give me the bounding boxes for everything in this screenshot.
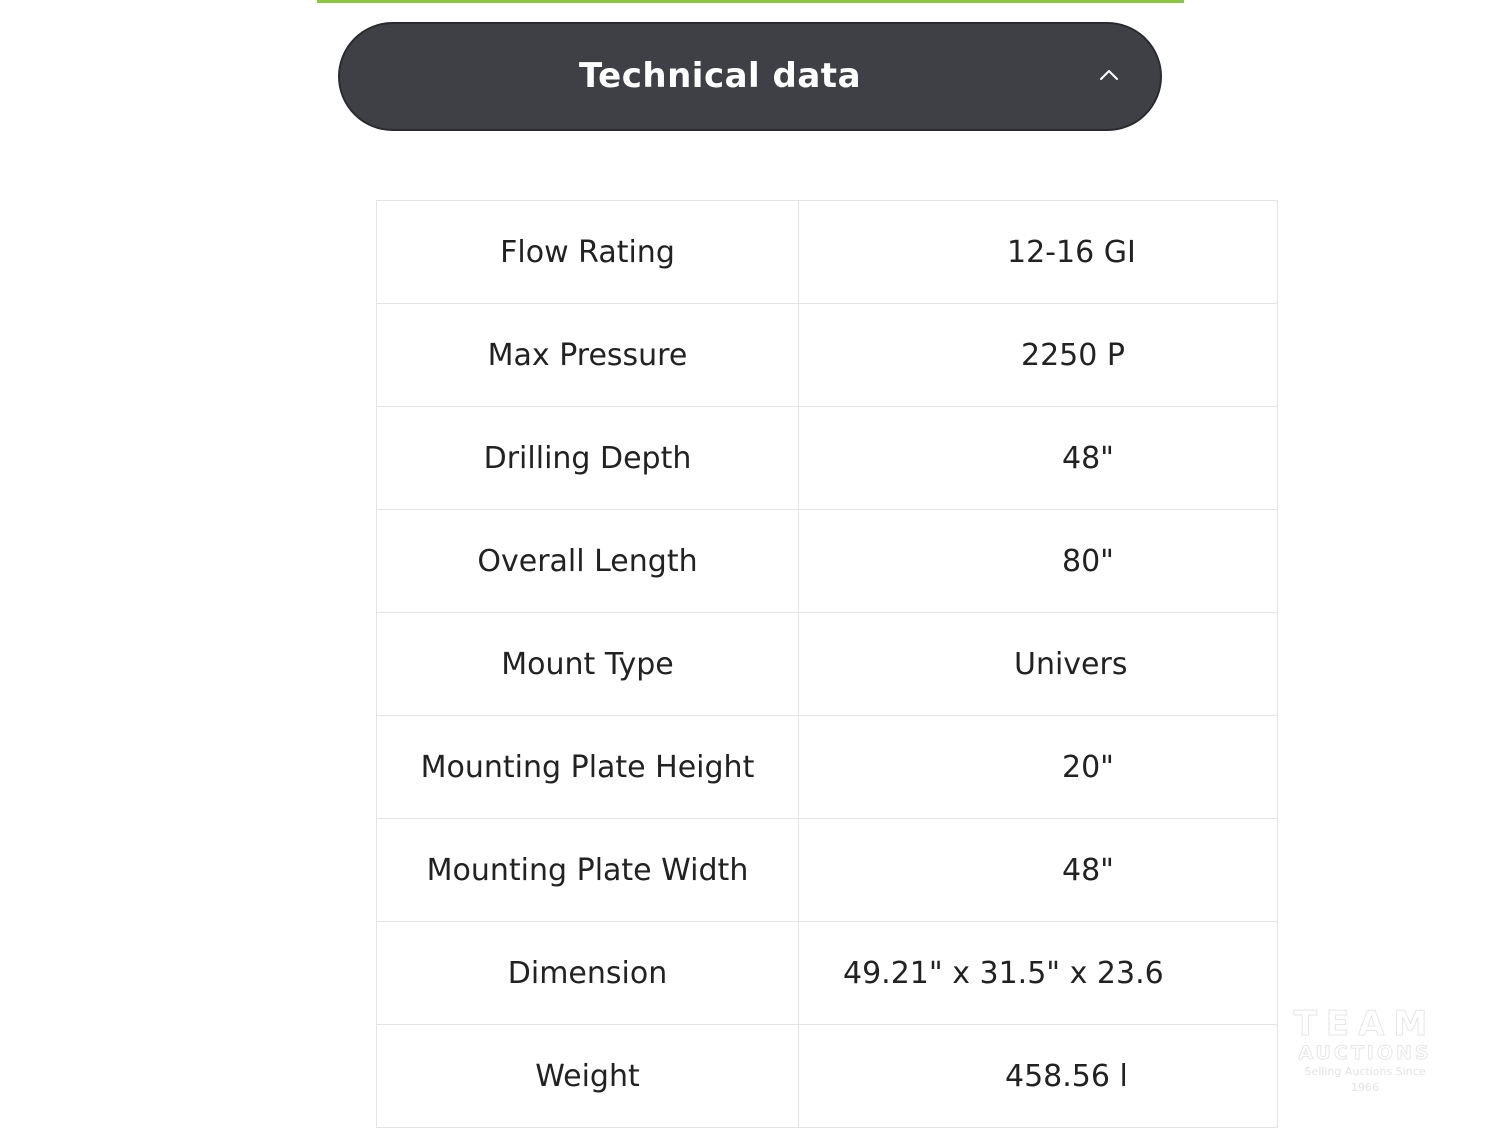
- spec-value: [799, 819, 1278, 922]
- spec-table: [376, 200, 1278, 1128]
- spec-label: Drilling Depth: [377, 407, 799, 510]
- spec-value-text: 12-16 GI: [1007, 234, 1136, 270]
- spec-label: Mounting Plate Height: [377, 716, 799, 819]
- spec-value: [799, 613, 1278, 716]
- table-row: [377, 407, 1278, 510]
- table-row: [377, 510, 1278, 613]
- spec-value: [799, 922, 1278, 1025]
- table-row: [377, 1025, 1278, 1128]
- spec-value: [799, 304, 1278, 407]
- spec-value-text: 49.21" x 31.5" x 23.6: [843, 955, 1164, 991]
- spec-label: Max Pressure: [377, 304, 799, 407]
- table-row: [377, 613, 1278, 716]
- spec-label: Mounting Plate Width: [377, 819, 799, 922]
- top-accent-line: [317, 0, 1184, 3]
- spec-value: [799, 407, 1278, 510]
- spec-label: Overall Length: [377, 510, 799, 613]
- watermark-line1: TEAM: [1293, 1004, 1437, 1044]
- spec-value-text: 20": [1062, 749, 1114, 785]
- spec-value: [799, 716, 1278, 819]
- spec-value: [799, 510, 1278, 613]
- table-row: [377, 922, 1278, 1025]
- spec-label: Flow Rating: [377, 201, 799, 304]
- watermark-line2: AUCTIONS: [1298, 1042, 1432, 1064]
- team-auctions-watermark: [1290, 1006, 1440, 1096]
- spec-value: [799, 1025, 1278, 1128]
- accordion-title: Technical data: [578, 56, 862, 96]
- spec-value: [799, 201, 1278, 304]
- spec-value-text: 80": [1062, 543, 1114, 579]
- spec-value-text: 2250 P: [1021, 337, 1125, 373]
- spec-value-text: Univers: [1014, 646, 1128, 682]
- spec-label: Dimension: [377, 922, 799, 1025]
- watermark-tagline: Selling Auctions Since 1966: [1304, 1065, 1426, 1094]
- spec-value-text: 48": [1062, 852, 1114, 888]
- spec-table-viewport[interactable]: [376, 200, 1164, 1125]
- chevron-up-icon[interactable]: [1098, 64, 1120, 86]
- technical-data-accordion-header[interactable]: [338, 22, 1162, 131]
- spec-label: Weight: [377, 1025, 799, 1128]
- table-row: [377, 716, 1278, 819]
- spec-value-text: 48": [1062, 440, 1114, 476]
- spec-value-text: 458.56 l: [1005, 1058, 1128, 1094]
- table-row: [377, 304, 1278, 407]
- table-row: [377, 201, 1278, 304]
- spec-label: Mount Type: [377, 613, 799, 716]
- table-row: [377, 819, 1278, 922]
